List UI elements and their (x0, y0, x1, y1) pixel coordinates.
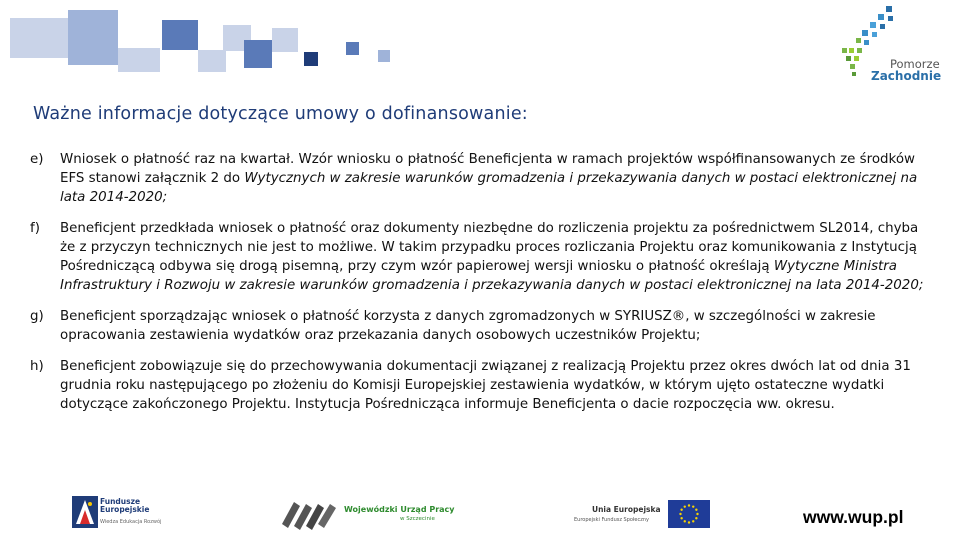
fe-logo-title1: Fundusze (100, 497, 141, 506)
page-title: Ważne informacje dotyczące umowy o dofinansowanie: (33, 104, 528, 124)
deco-square (68, 10, 118, 65)
list-item-italic-text: Wytyczne Ministra Infrastruktury i Rozwoju w zakresie warunków gromadzenia i przekazywania danych w postaci elektronicznej na lata 2014-2020; (60, 259, 924, 293)
eu-flag-star (688, 504, 690, 506)
fe-logo-title2: Europejskie (100, 505, 150, 514)
info-list (30, 150, 930, 426)
ue-logo-title: Unia Europejska (592, 505, 661, 514)
wup-logo-icon (280, 498, 340, 532)
eu-flag-icon (668, 500, 710, 528)
list-item-text (60, 357, 930, 414)
list-item-text-part: Beneficjent sporządzając wniosek o płatność korzysta z danych zgromadzonych w SYRIUSZ®, w szczególności w zakresie opracowania zestawienia wydatków oraz przekazania danych osobowych uczestników Projektu; (60, 309, 876, 343)
fe-logo-title (100, 498, 149, 514)
deco-square (272, 28, 298, 52)
list-item-marker: e) (30, 152, 44, 167)
wup-logo-title: Wojewódzki Urząd Pracy (344, 505, 455, 514)
list-item (30, 307, 930, 345)
deco-square (198, 50, 226, 72)
eu-flag-star (692, 520, 694, 522)
deco-square (162, 20, 198, 50)
eu-flag-star (692, 505, 694, 507)
deco-square (378, 50, 390, 62)
deco-square (244, 40, 272, 68)
eu-flag-star (695, 509, 697, 511)
eu-flag-star (684, 505, 686, 507)
website-link[interactable]: www.wup.pl (803, 507, 904, 527)
list-item-italic-text: Wytycznych w zakresie warunków gromadzenia i przekazywania danych w postaci elektronicznej na lata 2014-2020; (60, 171, 918, 205)
list-item-marker: g) (30, 309, 44, 324)
list-item (30, 150, 930, 207)
eu-flag-star (680, 517, 682, 519)
wup-logo-subtitle: w Szczecinie (400, 516, 435, 522)
deco-square (346, 42, 359, 55)
fundusze-europejskie-logo-icon (72, 496, 98, 528)
eu-flag-star (684, 520, 686, 522)
fe-logo-subtitle: Wiedza Edukacja Rozwój (100, 519, 162, 525)
eu-flag-star (679, 513, 681, 515)
list-item-marker: f) (30, 221, 40, 236)
list-item (30, 219, 930, 295)
eu-flag-star (695, 517, 697, 519)
list-item-text (60, 219, 930, 295)
deco-square (118, 48, 160, 72)
eu-flag-star (688, 521, 690, 523)
eu-flag-star (680, 509, 682, 511)
deco-square (10, 18, 68, 58)
list-item-text-part: Beneficjent zobowiązuje się do przechowywania dokumentacji związanej z realizacją Projektu przez okres dwóch lat od dnia 31 grudnia roku następującego po złożeniu do Komisji Europejskiej zestawienia wydatków, w którym ujęto ostateczne wydatki dotyczące zakończonego Projektu. Instytucja Pośrednicząca informuje Beneficjenta o dacie rozpoczęcia ww. okresu. (60, 359, 911, 412)
list-item-text (60, 150, 930, 207)
list-item-marker: h) (30, 359, 44, 374)
brand-line1: Pomorze (890, 57, 940, 71)
eu-flag-star (696, 513, 698, 515)
brand-line2: Zachodnie (871, 69, 942, 83)
deco-square (304, 52, 318, 66)
ue-logo-subtitle: Europejski Fundusz Społeczny (574, 517, 649, 523)
list-item (30, 357, 930, 414)
list-item-text-part: Wniosek o płatność raz na kwartał. Wzór wniosku o płatność Beneficjenta w ramach projektów współfinansowanych ze środków EFS stanowi załącznik 2 do (60, 152, 915, 186)
list-item-text (60, 307, 930, 345)
list-item-text-part: Beneficjent przedkłada wniosek o płatność oraz dokumenty niezbędne do rozliczenia projektu za pośrednictwem SL2014, chyba że z przyczyn technicznych nie jest to możliwe. W takim przypadku proces rozliczania Projektu oraz komunikowania z Instytucją Pośredniczącą odbywa się drogą pisemną, przy czym wzór papierowej wersji wniosku o płatność określają (60, 221, 919, 274)
